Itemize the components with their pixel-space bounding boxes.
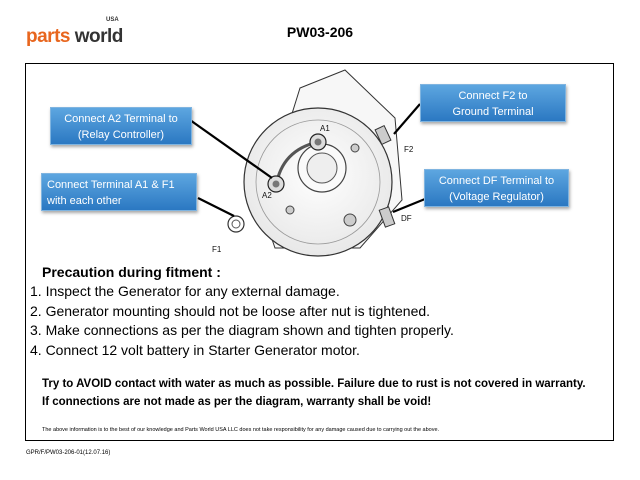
label-f1: F1: [212, 245, 222, 254]
precaution-step: 2. Generator mounting should not be loose after nut is tightened.: [30, 302, 431, 319]
label-f2: F2: [404, 145, 414, 154]
disclaimer-text: The above information is to the best of our knowledge and Parts World USA LLC does not take responsibility for any damage caused due to carrying out the above.: [42, 427, 440, 433]
bolt-hole-left: [286, 206, 294, 214]
callout-df-terminal: Connect DF Terminal to (Voltage Regulator): [424, 169, 569, 207]
callout-a1-f1-terminal: Connect Terminal A1 & F1 with each other: [41, 173, 197, 211]
terminal-a1-nut: [315, 139, 322, 146]
terminal-a2-nut: [273, 181, 280, 188]
terminal-f1-hole: [232, 220, 240, 228]
precaution-step: 3. Make connections as per the diagram shown and tighten properly.: [30, 322, 454, 338]
center-hole: [307, 153, 337, 183]
bolt-hole-bottom: [344, 214, 356, 226]
callout-a2-terminal: Connect A2 Terminal to (Relay Controller): [50, 107, 192, 145]
bolt-hole-top: [351, 144, 359, 152]
precaution-heading: Precaution during fitment :: [42, 264, 221, 280]
precaution-steps: [30, 282, 454, 360]
precaution-step: 1. Inspect the Generator for any external damage.: [30, 283, 340, 299]
warning-water: Try to AVOID contact with water as much as possible. Failure due to rust is not covered in warranty.: [42, 378, 586, 390]
callout-f2-terminal: Connect F2 to Ground Terminal: [420, 84, 566, 122]
precaution-step: 4. Connect 12 volt battery in Starter Generator motor.: [30, 341, 360, 358]
warning-connections: If connections are not made as per the diagram, warranty shall be void!: [42, 396, 432, 408]
leader-f2: [394, 104, 420, 134]
document-title: PW03-206: [286, 24, 354, 40]
label-df: DF: [401, 214, 412, 223]
label-a2: A2: [262, 191, 272, 200]
logo-parts-text: parts: [26, 26, 70, 47]
leader-a1f1: [198, 198, 234, 216]
logo-usa-text: USA: [106, 17, 119, 23]
label-a1: A1: [320, 124, 330, 133]
logo-world-text: world: [74, 26, 123, 47]
form-code: GPR/F/PW03-206-01(12.07.16): [26, 450, 111, 456]
